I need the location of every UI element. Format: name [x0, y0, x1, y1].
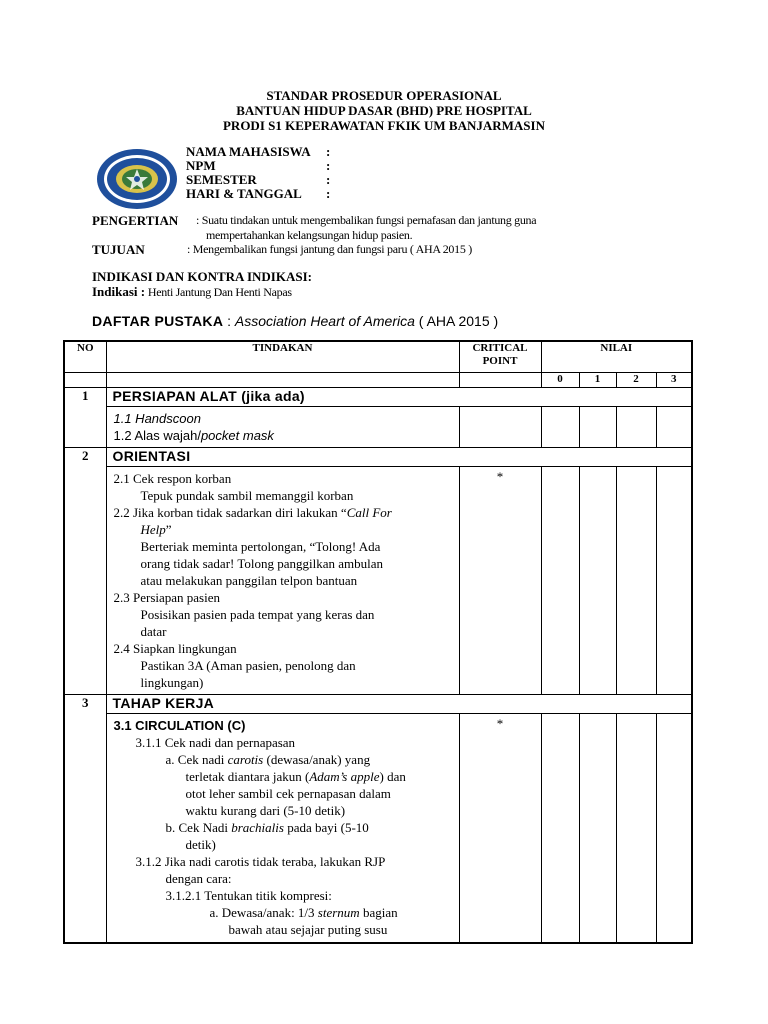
section-title-1: PERSIAPAN ALAT (jika ada): [106, 388, 692, 407]
section-number-3: 3: [64, 695, 106, 944]
tujuan-label: TUJUAN: [92, 242, 145, 257]
score-checkbox-1-0[interactable]: [541, 407, 579, 448]
hari-tanggal-label: HARI & TANGGAL: [186, 186, 302, 201]
list-item: a. Dewasa/anak: 1/3 sternum bagian: [209, 905, 398, 920]
list-item: terletak diantara jakun (Adam’s apple) dan: [185, 769, 406, 784]
sop-checklist-table: [63, 340, 693, 944]
score-0-header: 0: [541, 373, 579, 388]
list-item: detik): [185, 837, 216, 852]
section-title-2: ORIENTASI: [106, 448, 692, 467]
score-checkbox-3-1[interactable]: [579, 714, 616, 944]
score-checkbox-1-3[interactable]: [656, 407, 692, 448]
list-item: datar: [140, 624, 167, 639]
list-item: dengan cara:: [165, 871, 232, 886]
score-checkbox-2-2[interactable]: [616, 467, 656, 695]
score-header-row: [64, 373, 692, 388]
section-number-2: 2: [64, 448, 106, 695]
indikasi-line: [92, 284, 292, 300]
section-content-row-1: [64, 407, 692, 448]
list-item: Help”: [140, 522, 172, 537]
list-item: bawah atau sejajar puting susu: [228, 922, 388, 937]
col-critical-header: CRITICAL POINT: [459, 341, 541, 373]
daftar-pustaka-colon: :: [223, 313, 235, 329]
list-item: b. Cek Nadi brachialis pada bayi (5-10: [165, 820, 369, 835]
score-checkbox-2-0[interactable]: [541, 467, 579, 695]
table-header-row: [64, 341, 692, 373]
npm-colon: :: [326, 158, 331, 173]
critical-cell-1: [459, 407, 541, 448]
col-tindakan-header: TINDAKAN: [106, 341, 459, 373]
list-item: Pastikan 3A (Aman pasien, penolong dan: [140, 658, 356, 673]
score-checkbox-3-3[interactable]: [656, 714, 692, 944]
list-item: 3.1.1 Cek nadi dan pernapasan: [135, 735, 296, 750]
doc-title-line3: PRODI S1 KEPERAWATAN FKIK UM BANJARMASIN: [222, 118, 545, 133]
score-checkbox-2-1[interactable]: [579, 467, 616, 695]
score-checkbox-2-3[interactable]: [656, 467, 692, 695]
list-item: 2.2 Jika korban tidak sadarkan diri lakukan “Call For: [113, 505, 392, 520]
nama-mahasiswa-label: NAMA MAHASISWA: [186, 144, 311, 159]
semester-label: SEMESTER: [186, 172, 257, 187]
list-item: 1.2 Alas wajah/pocket mask: [113, 428, 274, 443]
section-content-2: [106, 467, 459, 695]
indikasi-heading: INDIKASI DAN KONTRA INDIKASI:: [92, 269, 312, 284]
section-content-1: [106, 407, 459, 448]
list-item: otot leher sambil cek pernapasan dalam: [185, 786, 391, 801]
list-item: 2.1 Cek respon korban: [113, 471, 232, 486]
col-nilai-header: NILAI: [541, 341, 692, 373]
doc-title-line2: BANTUAN HIDUP DASAR (BHD) PRE HOSPITAL: [236, 103, 532, 118]
daftar-pustaka-source: Association Heart of America: [234, 313, 415, 329]
score-checkbox-3-2[interactable]: [616, 714, 656, 944]
section-content-3: [106, 714, 459, 944]
section-content-row-2: [64, 467, 692, 695]
score-2-header: 2: [616, 373, 656, 388]
critical-cell-3: *: [459, 714, 541, 944]
section-row-1: [64, 388, 692, 407]
daftar-pustaka: [92, 313, 498, 331]
list-item: waktu kurang dari (5-10 detik): [185, 803, 346, 818]
npm-label: NPM: [186, 158, 216, 173]
nama-mahasiswa-colon: :: [326, 144, 331, 159]
list-item: Berteriak meminta pertolongan, “Tolong! Ada: [140, 539, 381, 554]
list-item: lingkungan): [140, 675, 204, 690]
pengertian-text-line1: : Suatu tindakan untuk mengembalikan fungsi pernafasan dan jantung guna: [196, 213, 537, 227]
list-item: 2.3 Persiapan pasien: [113, 590, 221, 605]
semester-colon: :: [326, 172, 331, 187]
list-item: Posisikan pasien pada tempat yang keras dan: [140, 607, 375, 622]
list-item: 3.1.2.1 Tentukan titik kompresi:: [165, 888, 332, 903]
pengertian-label: PENGERTIAN: [92, 213, 179, 228]
section-row-2: [64, 448, 692, 467]
list-item: 3.1.2 Jika nadi carotis tidak teraba, lakukan RJP: [135, 854, 386, 869]
list-item: Tepuk pundak sambil memanggil korban: [140, 488, 354, 503]
indikasi-text: Henti Jantung Dan Henti Napas: [145, 285, 292, 299]
daftar-pustaka-label: DAFTAR PUSTAKA: [92, 313, 224, 329]
hari-tanggal-colon: :: [326, 186, 331, 201]
critical-cell-2: *: [459, 467, 541, 695]
pengertian-text-line2: mempertahankan kelangsungan hidup pasien.: [206, 228, 413, 242]
score-checkbox-3-0[interactable]: [541, 714, 579, 944]
list-item: a. Cek nadi carotis (dewasa/anak) yang: [165, 752, 371, 767]
section-number-1: 1: [64, 388, 106, 448]
list-item: orang tidak sadar! Tolong panggilkan ambulan: [140, 556, 384, 571]
subsection-title: 3.1 CIRCULATION (C): [113, 718, 246, 733]
doc-title-line1: STANDAR PROSEDUR OPERASIONAL: [266, 88, 502, 103]
col-no-header: NO: [64, 341, 106, 373]
score-checkbox-1-2[interactable]: [616, 407, 656, 448]
section-content-row-3: [64, 714, 692, 944]
section-row-3: [64, 695, 692, 714]
score-checkbox-1-1[interactable]: [579, 407, 616, 448]
daftar-pustaka-tail: ( AHA 2015 ): [414, 313, 499, 329]
section-title-3: TAHAP KERJA: [106, 695, 692, 714]
score-1-header: 1: [579, 373, 616, 388]
list-item: 2.4 Siapkan lingkungan: [113, 641, 237, 656]
list-item: 1.1 Handscoon: [113, 411, 201, 426]
list-item: atau melakukan panggilan telpon bantuan: [140, 573, 358, 588]
indikasi-label: Indikasi :: [92, 284, 146, 299]
university-logo: [96, 148, 178, 210]
score-3-header: 3: [656, 373, 692, 388]
tujuan-text: : Mengembalikan fungsi jantung dan fungsi paru ( AHA 2015 ): [187, 242, 472, 256]
